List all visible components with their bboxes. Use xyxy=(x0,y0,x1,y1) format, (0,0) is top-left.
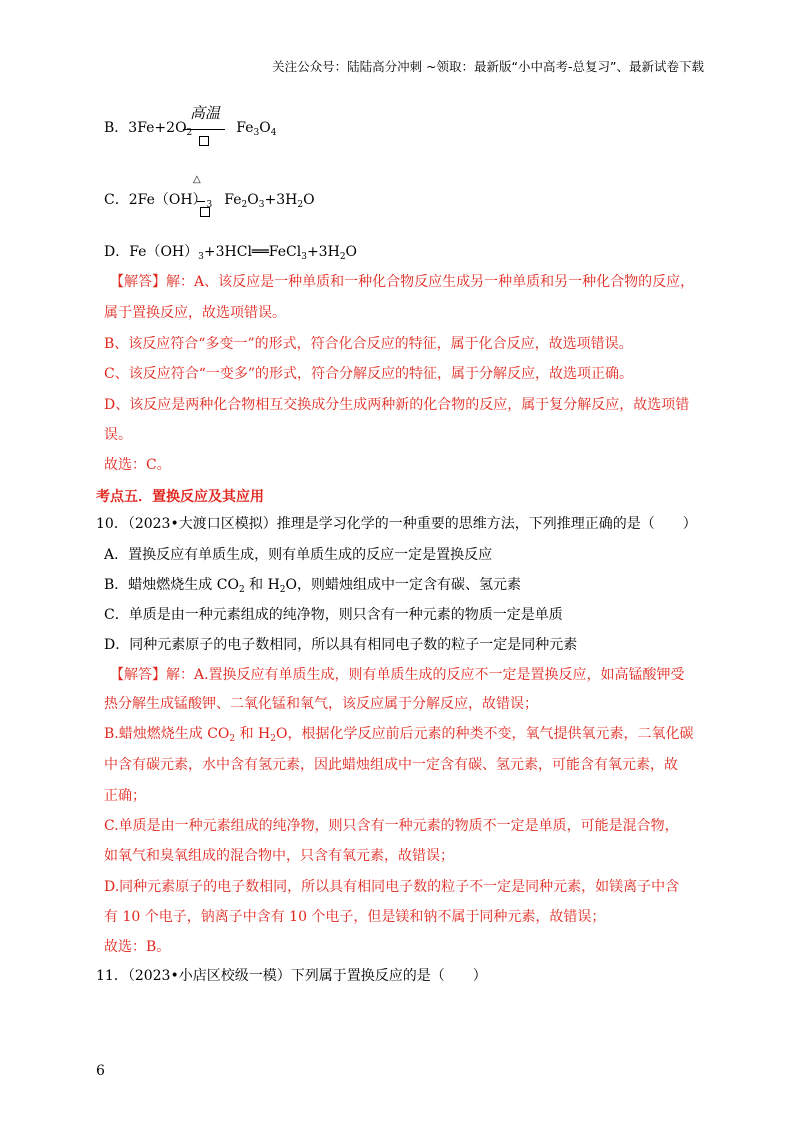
answer-line: 中含有碳元素，水中含有氢元素，因此蜡烛组成中一定含有碳、氢元素，可能含有氧元素，故 xyxy=(104,757,678,773)
section-title: 考点五．置换反应及其应用 xyxy=(96,489,264,505)
q10-option-b: B．蜡烛燃烧生成 $CO_2$ 和 $H_2O$，则蜡烛组成中一定含有碳、氢元素 xyxy=(104,577,521,595)
reaction-condition-high-temp: 高温 xyxy=(190,104,221,122)
answer-line: 热分解生成锰酸钾、二氧化锰和氧气，该反应属于分解反应，故错误； xyxy=(104,696,538,712)
q11-stem: 11．（2023•小店区校级一模）下列属于置换反应的是（ ） xyxy=(96,968,487,984)
page-header: 关注公众号：陆陆高分冲刺 ~领取：最新版“小中高考-总复习”、最新试卷下载 xyxy=(272,59,704,74)
q10-stem: 10．（2023•大渡口区模拟）推理是学习化学的一种重要的思维方法，下列推理正确的是（ ） xyxy=(96,516,697,532)
q10-option-d: D．同种元素原子的电子数相同，所以具有相同电子数的粒子一定是同种元素 xyxy=(104,637,578,653)
q10-option-c: C．单质是由一种元素组成的纯净物，则只含有一种元素的物质一定是单质 xyxy=(104,607,563,623)
answer-line: 如氧气和臭氧组成的混合物中，只含有氧元素，故错误； xyxy=(104,848,454,864)
reaction-condition-heat: △ xyxy=(193,174,201,185)
answer-line: 【解答】解：A、该反应是一种单质和一种化合物反应生成另一种单质和另一种化合物的反应， xyxy=(110,274,695,290)
q10-option-a: A．置换反应有单质生成，则有单质生成的反应一定是置换反应 xyxy=(104,547,493,563)
answer-line: 属于置换反应，故选项错误。 xyxy=(104,305,286,321)
answer-line: C.单质是由一种元素组成的纯净物，则只含有一种元素的物质不一定是单质，可能是混合物， xyxy=(104,818,679,834)
answer-line: B.蜡烛燃烧生成 $CO_2$ 和 $H_2O$，根据化学反应前后元素的种类不变，氧气提供氧元素，二氧化碳 xyxy=(104,726,694,744)
answer-line: C、该反应符合“一变多”的形式，符合分解反应的特征，属于分解反应，故选项正确。 xyxy=(104,366,634,382)
answer-line: D.同种元素原子的电子数相同，所以具有相同电子数的粒子不一定是同种元素，如镁离子中含 xyxy=(104,879,680,895)
answer-line: 正确； xyxy=(104,788,146,804)
answer-line: 【解答】解：A.置换反应有单质生成，则有单质生成的反应不一定是置换反应，如高锰酸钾受 xyxy=(110,667,685,683)
option-d: D．$Fe(OH)_3+3HCl══FeCl_3+3H_2O$ xyxy=(104,244,358,262)
answer-line: 故选：B。 xyxy=(104,939,171,955)
answer-line: 误。 xyxy=(104,427,132,443)
answer-line: B、该反应符合“多变一”的形式，符合化合反应的特征，属于化合反应，故选项错误。 xyxy=(104,336,633,352)
answer-line: D、该反应是两种化合物相互交换成分生成两种新的化合物的反应，属于复分解反应，故选项错 xyxy=(104,397,690,413)
option-c: C．$2Fe(OH)_3$ $Fe_2O_3+3H_2O$ xyxy=(104,192,315,210)
answer-line: 有 10 个电子，钠离子中含有 10 个电子，但是镁和钠不属于同种元素，故错误； xyxy=(104,909,606,925)
answer-line: 故选：C。 xyxy=(104,457,171,473)
option-b: B．$3Fe+2O_2$ $Fe_3O_4$ xyxy=(104,120,277,138)
page-number: 6 xyxy=(96,1063,105,1079)
